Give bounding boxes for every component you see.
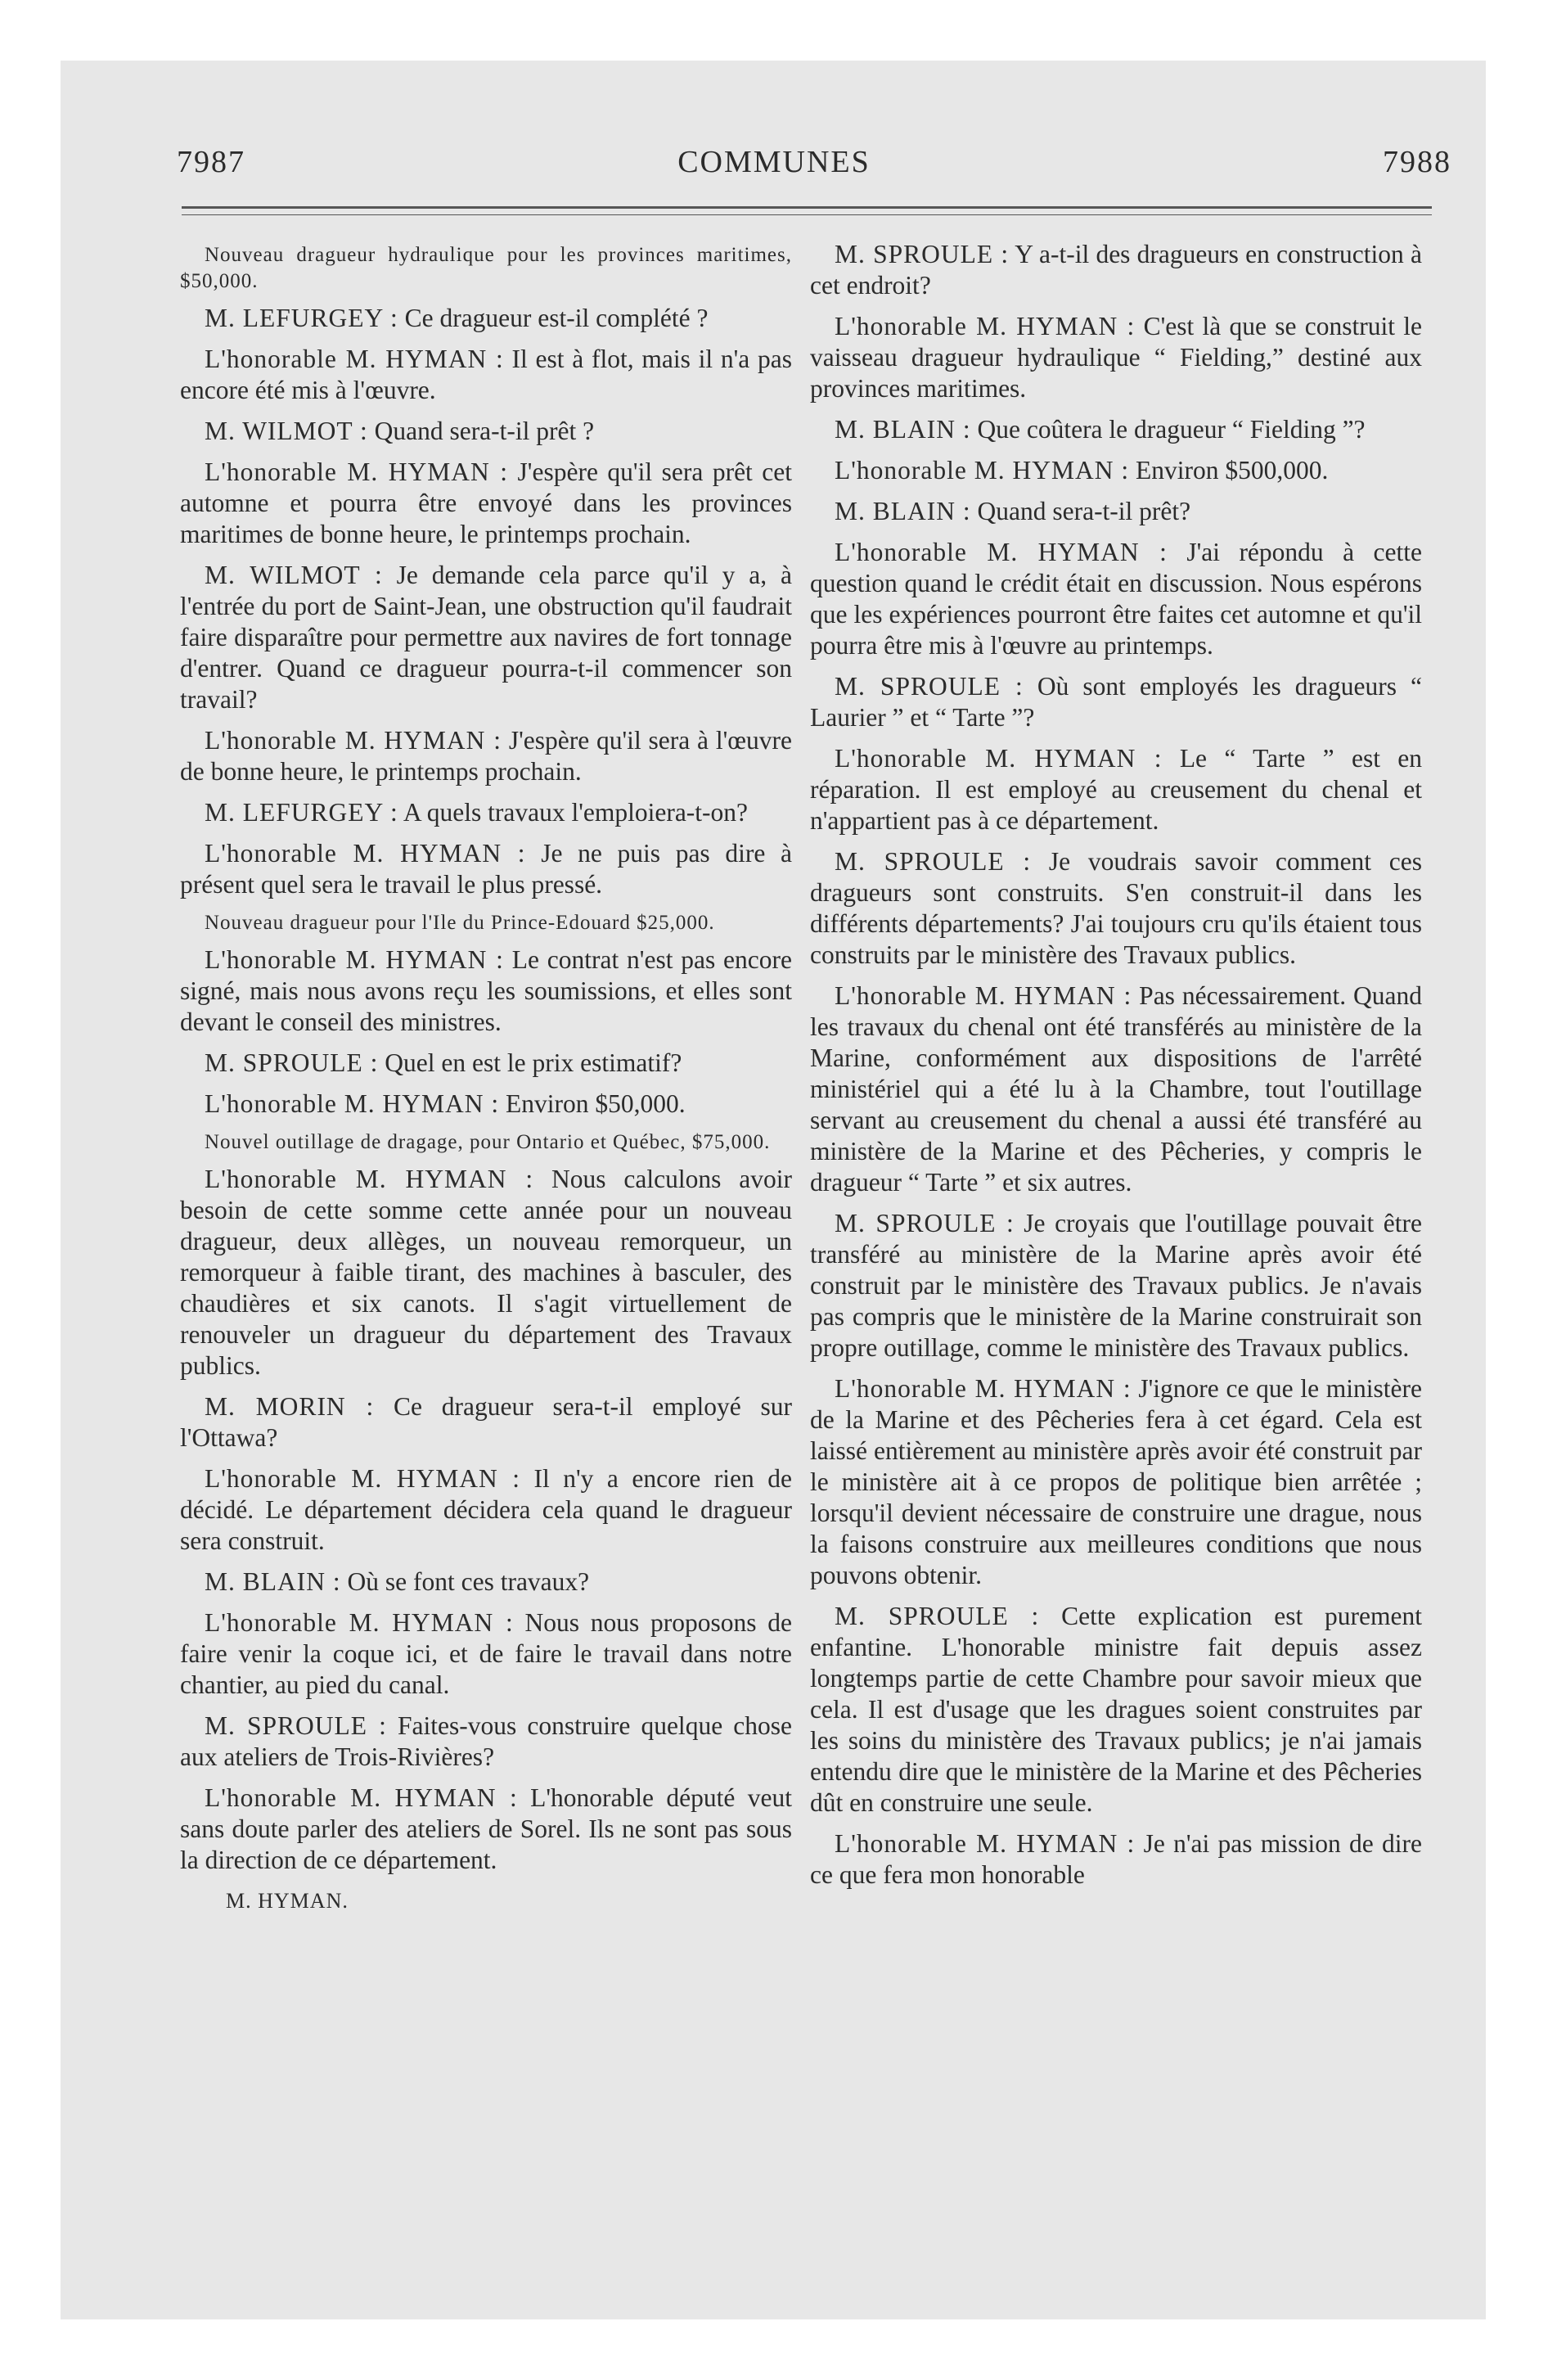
speech-text: Ce dragueur est-il complété ? xyxy=(404,304,709,332)
left-column xyxy=(180,239,792,1927)
speech-paragraph xyxy=(810,537,1422,661)
speaker-name: L'honorable M. HYMAN : xyxy=(205,1608,514,1637)
speaker-name: M. SPROULE : xyxy=(835,672,1024,701)
speaker-name: L'honorable M. HYMAN : xyxy=(835,1829,1136,1858)
speech-paragraph xyxy=(810,743,1422,836)
speech-text: A quels travaux l'emploiera-t-on? xyxy=(403,798,749,827)
speech-text: Ce dragueur sera-t-il employé sur l'Ottawa? xyxy=(180,1392,793,1452)
speech-paragraph xyxy=(810,311,1422,404)
speech-text: Je voudrais savoir comment ces dragueurs sont construits. S'en construit-il dans les différents départements? J'ai toujours cru qu'ils étaient tous construits par le ministère des Travaux publics. xyxy=(810,847,1423,969)
speech-text: J'ai répondu à cette question quand le crédit était en discussion. Nous espérons que les expériences pourront être faites cet automne et qu'il pourra être mis à l'œuvre au printemps. xyxy=(810,538,1422,660)
speaker-name: L'honorable M. HYMAN : xyxy=(205,458,509,486)
speech-text: Faites-vous construire quelque chose aux ateliers de Trois-Rivières? xyxy=(180,1711,793,1771)
speaker-name: M. LEFURGEY : xyxy=(205,304,398,332)
header-rule xyxy=(182,206,1432,209)
speech-paragraph xyxy=(180,797,792,828)
speaker-name: L'honorable M. HYMAN : xyxy=(205,1165,534,1193)
speaker-name: L'honorable M. HYMAN : xyxy=(835,1374,1132,1403)
speech-paragraph xyxy=(180,1089,792,1120)
speech-paragraph xyxy=(810,1208,1422,1364)
speaker-name: L'honorable M. HYMAN : xyxy=(205,345,504,373)
right-column xyxy=(810,239,1422,1900)
speech-paragraph xyxy=(180,725,792,787)
speech-paragraph xyxy=(180,303,792,334)
speech-paragraph xyxy=(180,944,792,1038)
header-rule-thin xyxy=(182,214,1432,215)
speech-paragraph xyxy=(180,1607,792,1701)
speech-text: J'ignore ce que le ministère de la Marine et des Pêcheries fera à cet égard. Cela est laissé entièrement au ministère après avoir été construit par le ministère ait à ce propos de politique bien arrêtée ; lorsqu'il devient nécessaire de construire une drague, nous la faisons construire aux meilleures conditions que nous pouvons obtenir. xyxy=(810,1374,1422,1589)
speaker-name: L'honorable M. HYMAN : xyxy=(835,744,1163,773)
speech-paragraph xyxy=(180,1391,792,1454)
speech-paragraph xyxy=(180,1711,792,1773)
speech-text: Le contrat n'est pas encore signé, mais nous avons reçu les soumissions, et elles sont devant le conseil des ministres. xyxy=(180,945,792,1036)
speech-text: C'est là que se construit le vaisseau dragueur hydraulique “ Fielding,” destiné aux provinces maritimes. xyxy=(810,312,1422,403)
speaker-name: L'honorable M. HYMAN : xyxy=(205,1464,520,1493)
speech-text: Environ $500,000. xyxy=(1136,456,1329,485)
speech-paragraph xyxy=(810,846,1422,971)
speech-text: Je demande cela parce qu'il y a, à l'entrée du port de Saint-Jean, une obstruction qu'il faudrait faire disparaître pour permettre aux navires de fort tonnage d'entrer. Quand ce dragueur pourra-t-il commencer son travail? xyxy=(180,561,792,714)
speech-paragraph xyxy=(180,1566,792,1598)
speech-paragraph xyxy=(810,671,1422,733)
speech-text: Nous calculons avoir besoin de cette somme cette année pour un nouveau dragueur, deux allèges, un nouveau remorqueur, un remorqueur à faible tirant, des machines à basculer, des chaudières et six canots. Il s'agit virtuellement de renouveler un dragueur du département des Travaux publics. xyxy=(180,1165,792,1380)
speech-text: Le “ Tarte ” est en réparation. Il est employé au creusement du chenal et n'appartient pas à ce département. xyxy=(810,744,1423,835)
estimate-item: Nouveau dragueur pour l'Ile du Prince-Edouard $25,000. xyxy=(205,912,715,934)
speaker-name: L'honorable M. HYMAN : xyxy=(205,1089,500,1118)
speaker-name: M. BLAIN : xyxy=(835,415,971,444)
page-title: COMMUNES xyxy=(677,145,871,179)
speaker-name: M. SPROULE : xyxy=(835,240,1010,268)
speech-paragraph xyxy=(180,560,792,715)
speech-text: Environ $50,000. xyxy=(506,1089,686,1118)
speech-text: Où se font ces travaux? xyxy=(347,1567,590,1596)
speech-text: Pas nécessairement. Quand les travaux du chenal ont été transférés au ministère de la Marine, conformément aux dispositions de l'arrêté ministériel qui a été lu à la Chambre, tout l'outillage servant au creusement du chenal a aussi été transféré au ministère de la Marine et des Pêcheries, y compris le dragueur “ Tarte ” et six autres. xyxy=(810,981,1423,1197)
speaker-name: L'honorable M. HYMAN : xyxy=(835,312,1136,340)
speech-paragraph xyxy=(810,1373,1422,1591)
speech-text: Quand sera-t-il prêt? xyxy=(977,497,1191,525)
speech-text: Il n'y a encore rien de décidé. Le département décidera cela quand le dragueur sera construit. xyxy=(180,1464,793,1555)
speech-paragraph xyxy=(180,457,792,550)
speech-paragraph xyxy=(180,838,792,900)
speech-text: Je croyais que l'outillage pouvait être transféré au ministère de la Marine après avoir été construit par le ministère des Travaux publics. Je n'avais pas compris que le ministère de la Marine construirait son propre outillage, comme le ministère des Travaux publics. xyxy=(810,1209,1423,1362)
page-number-left: 7987 xyxy=(177,145,245,179)
speech-text: L'honorable député veut sans doute parler des ateliers de Sorel. Ils ne sont pas sous la direction de ce département. xyxy=(180,1783,792,1874)
speech-text: Quel en est le prix estimatif? xyxy=(385,1048,682,1077)
running-signature: M. HYMAN. xyxy=(226,1889,349,1913)
speaker-name: M. MORIN : xyxy=(205,1392,375,1421)
speech-paragraph xyxy=(810,239,1422,301)
speech-paragraph xyxy=(180,416,792,447)
speaker-name: M. SPROULE : xyxy=(835,1602,1040,1630)
speaker-name: M. SPROULE : xyxy=(835,1209,1015,1237)
speech-text: Que coûtera le dragueur “ Fielding ”? xyxy=(977,415,1366,444)
speech-paragraph xyxy=(180,1463,792,1557)
speech-text: Je n'ai pas mission de dire ce que fera mon honorable xyxy=(810,1829,1422,1889)
speaker-name: L'honorable M. HYMAN : xyxy=(205,1783,518,1812)
speaker-name: M. BLAIN : xyxy=(835,497,971,525)
speech-text: Quand sera-t-il prêt ? xyxy=(374,417,595,445)
speaker-name: L'honorable M. HYMAN : xyxy=(205,945,504,974)
page-number-right: 7988 xyxy=(1383,145,1451,179)
speech-paragraph xyxy=(180,1048,792,1079)
estimate-item: Nouvel outillage de dragage, pour Ontario et Québec, $75,000. xyxy=(205,1131,771,1153)
speaker-name: M. WILMOT : xyxy=(205,417,368,445)
speaker-name: L'honorable M. HYMAN : xyxy=(835,456,1130,485)
speech-text: Y a-t-il des dragueurs en construction à cet endroit? xyxy=(810,240,1422,300)
speech-text: Je ne puis pas dire à présent quel sera le travail le plus pressé. xyxy=(180,839,792,899)
estimate-item: Nouveau dragueur hydraulique pour les provinces maritimes, $50,000. xyxy=(180,244,792,292)
speech-paragraph xyxy=(180,1783,792,1876)
speaker-name: L'honorable M. HYMAN : xyxy=(205,839,526,868)
speech-text: Nous nous proposons de faire venir la coque ici, et de faire le travail dans notre chantier, au pied du canal. xyxy=(180,1608,792,1699)
speaker-name: M. BLAIN : xyxy=(205,1567,341,1596)
speech-paragraph xyxy=(810,1601,1422,1819)
speech-text: J'espère qu'il sera à l'œuvre de bonne heure, le printemps prochain. xyxy=(180,726,792,786)
speech-paragraph xyxy=(180,344,792,406)
speaker-name: L'honorable M. HYMAN : xyxy=(835,538,1168,566)
speaker-name: M. SPROULE : xyxy=(835,847,1032,876)
speech-paragraph xyxy=(810,980,1422,1198)
speech-paragraph xyxy=(810,455,1422,486)
speech-paragraph xyxy=(180,1164,792,1382)
speech-text: J'espère qu'il sera prêt cet automne et pourra être envoyé dans les provinces maritimes de bonne heure, le printemps prochain. xyxy=(180,458,793,548)
speaker-name: M. LEFURGEY : xyxy=(205,798,398,827)
speech-paragraph xyxy=(810,1828,1422,1891)
speaker-name: L'honorable M. HYMAN : xyxy=(835,981,1132,1010)
speech-paragraph xyxy=(810,414,1422,445)
speaker-name: M. SPROULE : xyxy=(205,1711,387,1740)
speech-text: Cette explication est purement enfantine. L'honorable ministre fait depuis assez longtemps partie de cette Chambre pour savoir mieux que cela. Il est d'usage que les dragues soient construites par les soins du ministère des Travaux publics; je n'ai jamais entendu dire que le ministère de la Marine et des Pêcheries dût en construire une seule. xyxy=(810,1602,1423,1817)
speaker-name: L'honorable M. HYMAN : xyxy=(205,726,502,755)
speech-text: Il est à flot, mais il n'a pas encore été mis à l'œuvre. xyxy=(180,345,792,404)
speech-paragraph xyxy=(810,496,1422,527)
speaker-name: M. SPROULE : xyxy=(205,1048,379,1077)
speech-text: Où sont employés les dragueurs “ Laurier ” et “ Tarte ”? xyxy=(810,672,1423,732)
speaker-name: M. WILMOT : xyxy=(205,561,383,589)
